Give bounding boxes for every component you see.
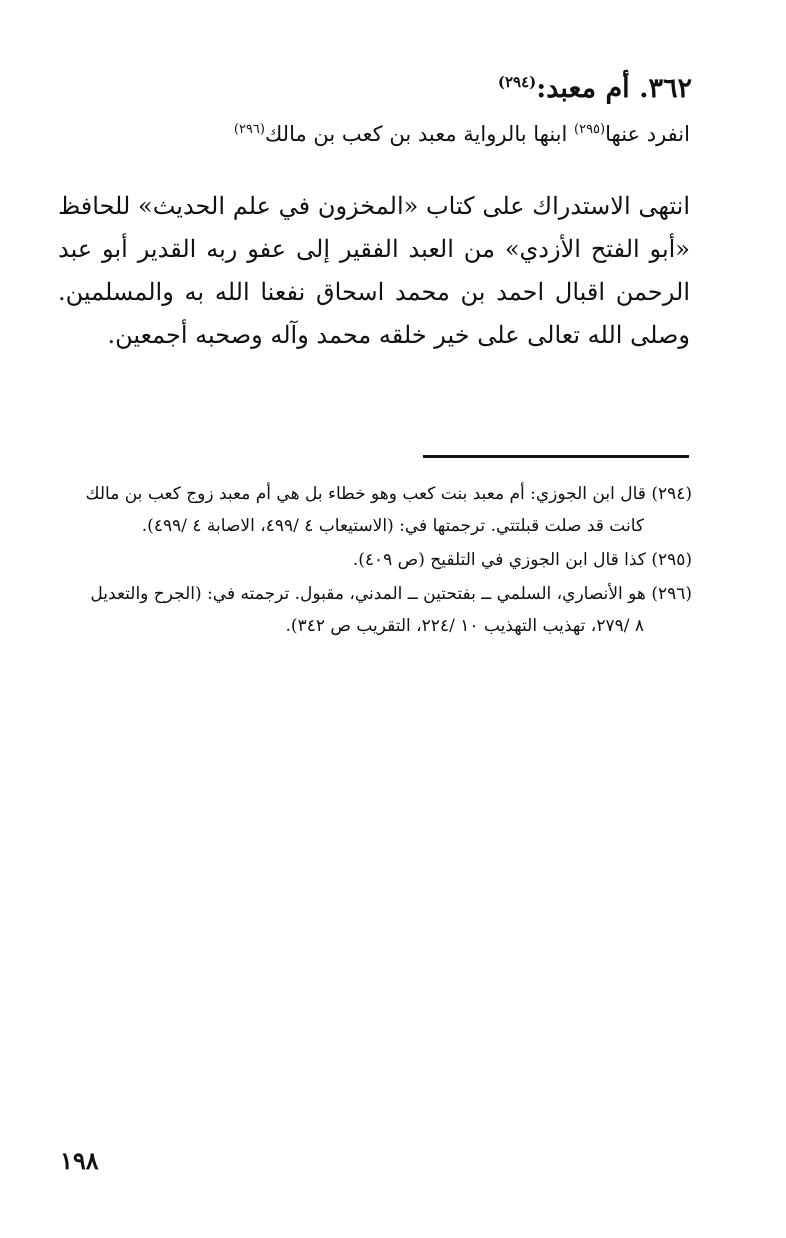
entry-title: أم معبد:: [536, 73, 630, 104]
footnote-text: قال ابن الجوزي: أم معبد بنت كعب وهو خطاء بل هي أم معبد زوج كعب بن مالك: [85, 484, 646, 504]
footnote-number: (٢٩٦): [651, 584, 692, 604]
entry-heading: [92, 62, 692, 109]
page-number: ١٩٨: [60, 1146, 99, 1175]
closing-paragraph: انتهى الاستدراك على كتاب «المخزون في علم الحديث» للحافظ «أبو الفتح الأزدي» من العبد الفقير إلى عفو ربه القدير أبو عبد الرحمن اقبال احمد بن محمد اسحاق نفعنا الله به والمسلمين. وصلى الله تعالى على خير خلقه محمد وآله وصحبه أجمعين.: [58, 192, 690, 349]
footnote-divider: [423, 455, 689, 458]
entry-body-text-b: ابنها بالرواية معبد بن كعب بن مالك: [264, 122, 575, 146]
footnote-text-continued: كانت قد صلت قبلتتي. ترجمتها في: (الاستيعاب ٤ /٤٩٩، الاصابة ٤ /٤٩٩).: [141, 516, 644, 536]
footnote-text: كذا قال ابن الجوزي في التلقيح (ص ٤٠٩).: [352, 550, 646, 570]
footnote-ref-296[interactable]: (٢٩٦): [233, 122, 265, 137]
footnote-number: (٢٩٤): [651, 484, 692, 504]
footnote-text: هو الأنصاري، السلمي ــ بفتحتين ــ المدني، مقبول. ترجمته في: (الجرح والتعديل: [90, 584, 646, 604]
footnote-295: [52, 544, 692, 576]
footnote-294: [52, 478, 692, 542]
footnote-ref-295[interactable]: (٢٩٥): [574, 122, 606, 137]
footnote-text-continued: ٨ /٢٧٩، تهذيب التهذيب ١٠ /٢٢٤، التقريب ص ٣٤٢).: [285, 616, 644, 636]
entry-body: [90, 110, 690, 154]
entry-number: ٣٦٢.: [639, 73, 692, 104]
footnote-ref-294[interactable]: (٢٩٤): [497, 73, 537, 91]
entry-body-text-a: انفرد عنها: [605, 122, 690, 146]
footnote-296: [52, 578, 692, 642]
footnote-number: (٢٩٥): [651, 550, 692, 570]
footnotes-section: [52, 478, 692, 644]
